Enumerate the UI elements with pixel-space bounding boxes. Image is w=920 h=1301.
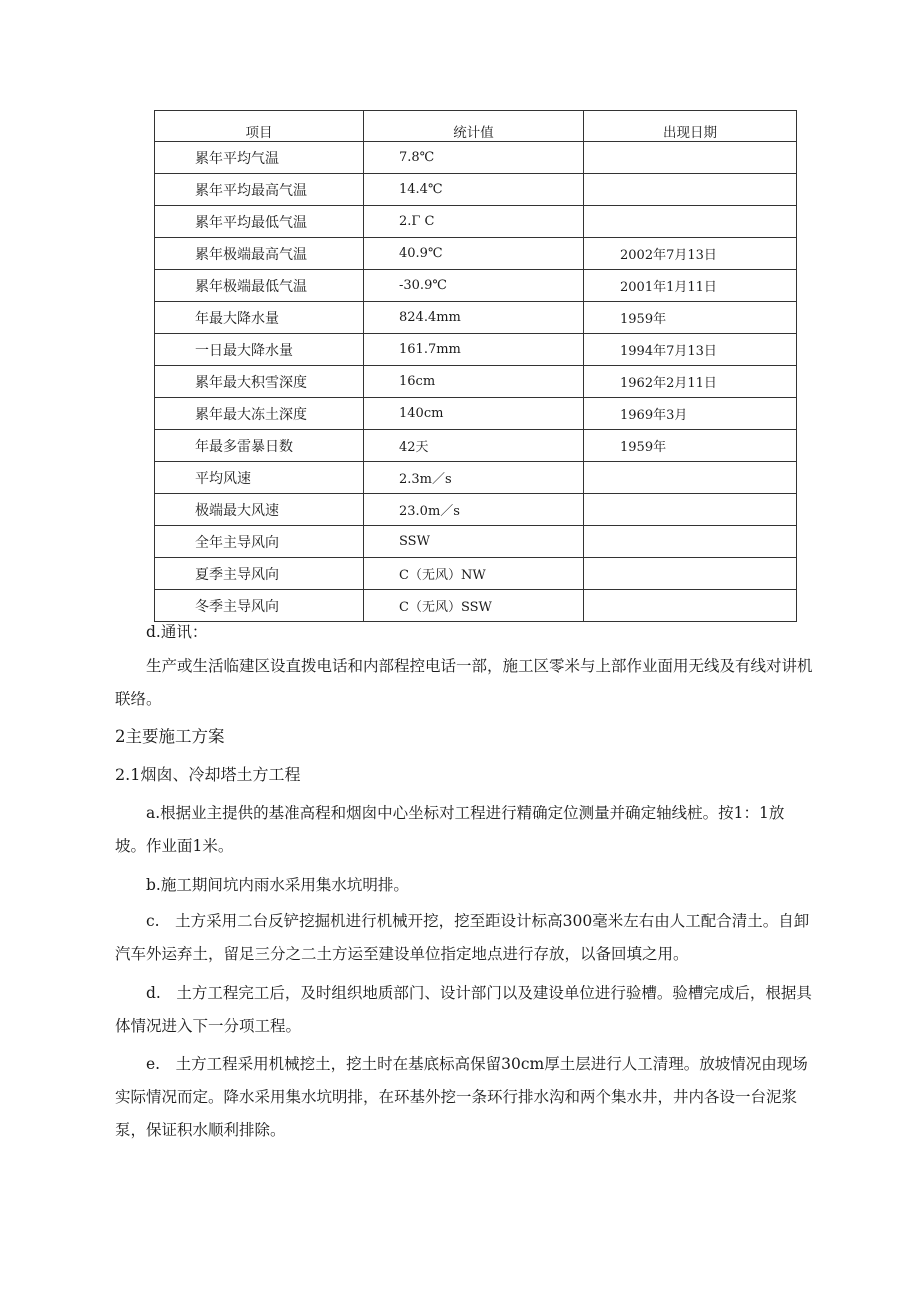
row-item: 年最多雷暴日数: [155, 430, 364, 462]
row-value: 16cm: [364, 366, 584, 398]
row-item: 极端最大风速: [155, 494, 364, 526]
paragraph-c: c. 土方采用二台反铲挖掘机进行机械开挖，挖至距设计标高300毫米左右由人工配合清土。自卸汽车外运弃土，留足三分之二土方运至建设单位指定地点进行存放，以备回填之用。: [115, 912, 810, 963]
row-item: 夏季主导风向: [155, 558, 364, 590]
row-value: 140cm: [364, 398, 584, 430]
table-row: [155, 398, 797, 430]
row-date: [584, 174, 797, 206]
table-row: [155, 334, 797, 366]
row-value: SSW: [364, 526, 584, 558]
table-row: [155, 526, 797, 558]
row-value: 14.4℃: [364, 174, 584, 206]
paragraph-b: b.施工期间坑内雨水采用集水坑明排。: [146, 876, 409, 894]
paragraph-a: a.根据业主提供的基准高程和烟囱中心坐标对工程进行精确定位测量并确定轴线桩。按1：1放坡。作业面1米。: [115, 804, 785, 855]
table-row: [155, 558, 797, 590]
row-value: -30.9℃: [364, 270, 584, 302]
row-date: [584, 142, 797, 174]
row-date: 1959年: [584, 430, 797, 462]
table-row: [155, 206, 797, 238]
table-row: [155, 462, 797, 494]
row-item: 累年平均气温: [155, 142, 364, 174]
row-value: 824.4mm: [364, 302, 584, 334]
row-item: 累年最大积雪深度: [155, 366, 364, 398]
row-item: 累年极端最高气温: [155, 238, 364, 270]
row-item: 累年平均最低气温: [155, 206, 364, 238]
table-row: [155, 174, 797, 206]
header-item: 项目: [155, 111, 364, 142]
row-date: [584, 462, 797, 494]
row-value: 161.7mm: [364, 334, 584, 366]
row-item: 平均风速: [155, 462, 364, 494]
row-item: 年最大降水量: [155, 302, 364, 334]
row-date: 2001年1月11日: [584, 270, 797, 302]
row-date: 1962年2月11日: [584, 366, 797, 398]
row-date: 1959年: [584, 302, 797, 334]
paragraph-e: e. 土方工程采用机械挖土，挖土时在基底标高保留30cm厚土层进行人工清理。放坡情况由现场实际情况而定。降水采用集水坑明排，在环基外挖一条环行排水沟和两个集水井，井内各设一台泥浆泵，保证积水顺利排除。: [115, 1055, 808, 1139]
climate-statistics-table: [154, 110, 797, 622]
row-value: 7.8℃: [364, 142, 584, 174]
header-date: 出现日期: [584, 111, 797, 142]
communication-paragraph: 生产或生活临建区设直拨电话和内部程控电话一部，施工区零米与上部作业面用无线及有线对讲机联络。: [115, 657, 813, 708]
communication-heading: d.通讯：: [146, 623, 208, 641]
row-item: 累年最大冻土深度: [155, 398, 364, 430]
row-date: [584, 494, 797, 526]
row-value: C（无风）NW: [364, 558, 584, 590]
table-row: [155, 142, 797, 174]
row-date: 1994年7月13日: [584, 334, 797, 366]
row-value: 40.9℃: [364, 238, 584, 270]
table-row: [155, 430, 797, 462]
row-value: 2.3m／s: [364, 462, 584, 494]
section-2-title: 2主要施工方案: [115, 727, 225, 746]
table-row: [155, 366, 797, 398]
row-date: [584, 206, 797, 238]
table-row: [155, 238, 797, 270]
header-value: 统计值: [364, 111, 584, 142]
row-item: 累年平均最高气温: [155, 174, 364, 206]
table-row: [155, 494, 797, 526]
table-header-row: [155, 111, 797, 142]
row-date: [584, 558, 797, 590]
section-2-1-title: 2.1烟囱、冷却塔土方工程: [115, 765, 301, 784]
row-value: 2.Γ C: [364, 206, 584, 238]
row-date: 2002年7月13日: [584, 238, 797, 270]
row-item: 冬季主导风向: [155, 590, 364, 622]
row-value: 42天: [364, 430, 584, 462]
row-value: C（无风）SSW: [364, 590, 584, 622]
row-value: 23.0m／s: [364, 494, 584, 526]
row-date: [584, 526, 797, 558]
paragraph-d: d. 土方工程完工后，及时组织地质部门、设计部门以及建设单位进行验槽。验槽完成后，根据具体情况进入下一分项工程。: [115, 984, 812, 1035]
row-item: 全年主导风向: [155, 526, 364, 558]
table-row: [155, 302, 797, 334]
row-item: 一日最大降水量: [155, 334, 364, 366]
row-date: 1969年3月: [584, 398, 797, 430]
row-item: 累年极端最低气温: [155, 270, 364, 302]
table-row: [155, 270, 797, 302]
